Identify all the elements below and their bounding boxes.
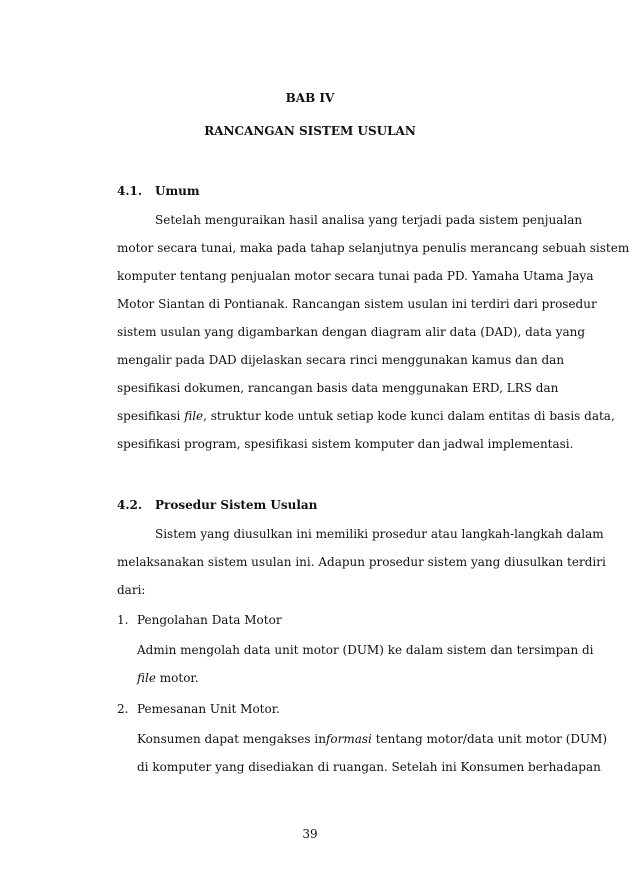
text-run: , struktur kode untuk setiap kode kunci dalam entitas di basis data,: [203, 409, 615, 423]
page-number: 39: [302, 827, 318, 841]
text-run: spesifikasi: [117, 409, 185, 423]
italic-term: file: [137, 671, 156, 685]
paragraph-line: spesifikasi dokumen, rancangan basis data menggunakan ERD, LRS dan: [117, 381, 559, 395]
section-heading: Umum: [155, 184, 200, 198]
section-number: 4.1.: [117, 184, 143, 198]
chapter-number: BAB IV: [285, 91, 335, 105]
paragraph-line: melaksanakan sistem usulan ini. Adapun prosedur sistem yang diusulkan terdiri: [117, 555, 606, 569]
section-heading: Prosedur Sistem Usulan: [155, 498, 318, 512]
paragraph-line: mengalir pada DAD dijelaskan secara rinci menggunakan kamus dan dan: [117, 353, 565, 367]
paragraph-line: dari:: [117, 583, 146, 597]
text-run: Konsumen dapat mengakses in: [137, 732, 326, 746]
text-run: motor.: [155, 671, 199, 685]
text-run: tentang motor/data unit motor (DUM): [371, 732, 608, 746]
list-item-line: [137, 670, 199, 686]
italic-term: formasi: [325, 732, 372, 746]
section-number: 4.2.: [117, 498, 143, 512]
paragraph-line: [117, 408, 615, 424]
paragraph-line: sistem usulan yang digambarkan dengan diagram alir data (DAD), data yang: [117, 325, 586, 339]
list-item-number: 1.: [117, 613, 129, 627]
list-item-number: 2.: [117, 702, 129, 716]
list-item-title: Pengolahan Data Motor: [137, 613, 282, 627]
italic-term: file: [184, 409, 204, 423]
chapter-title: RANCANGAN SISTEM USULAN: [204, 124, 416, 138]
paragraph-line: Setelah menguraikan hasil analisa yang terjadi pada sistem penjualan: [155, 213, 583, 227]
list-item-line: Admin mengolah data unit motor (DUM) ke dalam sistem dan tersimpan di: [137, 643, 594, 657]
paragraph-line: motor secara tunai, maka pada tahap selanjutnya penulis merancang sebuah sistem: [117, 241, 629, 255]
paragraph-line: Sistem yang diusulkan ini memiliki prosedur atau langkah-langkah dalam: [155, 527, 604, 541]
paragraph-line: komputer tentang penjualan motor secara tunai pada PD. Yamaha Utama Jaya: [117, 269, 594, 283]
paragraph-line: spesifikasi program, spesifikasi sistem komputer dan jadwal implementasi.: [117, 437, 574, 451]
paragraph-line: Motor Siantan di Pontianak. Rancangan sistem usulan ini terdiri dari prosedur: [117, 297, 597, 311]
list-item-line: [137, 731, 608, 747]
list-item-title: Pemesanan Unit Motor.: [137, 702, 280, 716]
list-item-line: di komputer yang disediakan di ruangan. Setelah ini Konsumen berhadapan: [137, 760, 601, 774]
